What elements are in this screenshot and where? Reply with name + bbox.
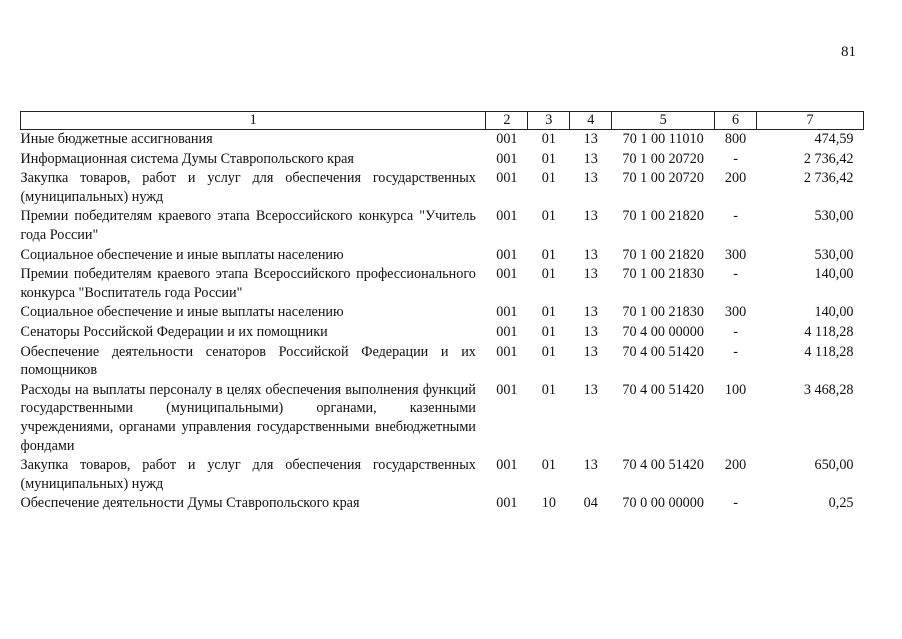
- table-row: [21, 381, 864, 456]
- cell-col-3: 10: [541, 495, 556, 512]
- cell-col-4: 13: [583, 266, 598, 283]
- cell-col-2: 001: [496, 150, 518, 167]
- table-row: [21, 169, 864, 207]
- row-name: Социальное обеспечение и иные выплаты населению: [20, 304, 344, 321]
- cell-col-2: 001: [496, 381, 518, 398]
- table-row: [21, 246, 864, 266]
- row-name: Закупка товаров, работ и услуг для обеспечения государственных (муниципальных) нужд: [20, 170, 476, 205]
- row-name: Социальное обеспечение и иные выплаты населению: [20, 246, 344, 263]
- cell-col-6: 800: [724, 131, 747, 147]
- cell-col-4: 13: [583, 246, 598, 263]
- header-col-2: 2: [486, 112, 528, 130]
- cell-col-7: 530,00: [814, 208, 854, 225]
- row-name: Закупка товаров, работ и услуг для обеспечения государственных (муниципальных) нужд: [20, 457, 476, 492]
- cell-col-6: -: [733, 495, 738, 512]
- table-row: [21, 303, 864, 323]
- table-row: [21, 265, 864, 303]
- cell-col-5: 70 1 00 20720: [622, 170, 704, 187]
- cell-col-2: 001: [496, 457, 518, 474]
- cell-col-3: 01: [541, 381, 556, 398]
- table-row: [21, 130, 864, 150]
- header-col-7: 7: [757, 112, 864, 130]
- cell-col-3: 01: [541, 246, 556, 263]
- cell-col-3: 01: [541, 304, 556, 321]
- cell-col-7: 3 468,28: [803, 381, 854, 398]
- header-col-1: 1: [21, 112, 486, 130]
- cell-col-5: 70 4 00 00000: [622, 323, 704, 340]
- header-col-6: 6: [715, 112, 757, 130]
- page-number: 81: [841, 44, 856, 60]
- cell-col-4: 13: [583, 457, 598, 474]
- table-row: [21, 494, 864, 514]
- row-name: Премии победителям краевого этапа Всероссийского конкурса "Учитель года России": [20, 208, 476, 243]
- cell-col-2: 001: [496, 246, 518, 263]
- cell-col-6: 100: [724, 381, 747, 398]
- cell-col-3: 01: [541, 457, 556, 474]
- row-name: Обеспечение деятельности Думы Ставропольского края: [20, 495, 360, 512]
- row-name: Информационная система Думы Ставропольского края: [20, 150, 354, 167]
- cell-col-7: 474,59: [814, 131, 854, 147]
- row-name: Иные бюджетные ассигнования: [20, 131, 213, 147]
- cell-col-6: -: [733, 343, 738, 360]
- cell-col-5: 70 0 00 00000: [622, 495, 704, 512]
- cell-col-2: 001: [496, 343, 518, 360]
- table-row: [21, 207, 864, 245]
- cell-col-2: 001: [496, 323, 518, 340]
- cell-col-6: -: [733, 208, 738, 225]
- cell-col-3: 01: [541, 170, 556, 187]
- cell-col-6: 200: [724, 457, 747, 474]
- cell-col-5: 70 1 00 21820: [622, 246, 704, 263]
- cell-col-4: 04: [583, 495, 598, 512]
- cell-col-7: 140,00: [814, 266, 854, 283]
- cell-col-3: 01: [541, 131, 556, 147]
- cell-col-5: 70 4 00 51420: [622, 381, 704, 398]
- cell-col-3: 01: [541, 150, 556, 167]
- table-row: [21, 343, 864, 381]
- cell-col-2: 001: [496, 208, 518, 225]
- cell-col-5: 70 1 00 21830: [622, 266, 704, 283]
- cell-col-3: 01: [541, 266, 556, 283]
- cell-col-2: 001: [496, 131, 518, 147]
- cell-col-6: -: [733, 150, 738, 167]
- cell-col-2: 001: [496, 170, 518, 187]
- cell-col-4: 13: [583, 343, 598, 360]
- cell-col-4: 13: [583, 170, 598, 187]
- cell-col-3: 01: [541, 343, 556, 360]
- header-col-3: 3: [528, 112, 570, 130]
- cell-col-6: -: [733, 323, 738, 340]
- cell-col-4: 13: [583, 323, 598, 340]
- table-row: [21, 150, 864, 170]
- cell-col-4: 13: [583, 381, 598, 398]
- cell-col-7: 0,25: [828, 495, 854, 512]
- budget-table: [20, 111, 864, 514]
- cell-col-7: 530,00: [814, 246, 854, 263]
- cell-col-4: 13: [583, 304, 598, 321]
- cell-col-7: 4 118,28: [804, 323, 854, 340]
- table-body: [21, 130, 864, 514]
- header-col-4: 4: [570, 112, 612, 130]
- cell-col-5: 70 1 00 21820: [622, 208, 704, 225]
- cell-col-4: 13: [583, 131, 598, 147]
- header-row: [21, 112, 864, 130]
- cell-col-3: 01: [541, 323, 556, 340]
- cell-col-7: 2 736,42: [803, 170, 854, 187]
- cell-col-5: 70 1 00 20720: [622, 150, 704, 167]
- cell-col-6: 300: [724, 246, 747, 263]
- row-name: Расходы на выплаты персоналу в целях обеспечения выполнения функций государственными (муниципальными) органами, казенными учреждениями, органами управления государственными внебюджетными фондами: [20, 381, 476, 454]
- table-row: [21, 323, 864, 343]
- cell-col-4: 13: [583, 208, 598, 225]
- row-name: Сенаторы Российской Федерации и их помощники: [20, 323, 328, 340]
- cell-col-6: 200: [724, 170, 747, 187]
- cell-col-3: 01: [541, 208, 556, 225]
- table-row: [21, 456, 864, 494]
- header-col-5: 5: [612, 112, 715, 130]
- cell-col-5: 70 1 00 21830: [622, 304, 704, 321]
- cell-col-7: 650,00: [814, 457, 854, 474]
- cell-col-5: 70 4 00 51420: [622, 457, 704, 474]
- cell-col-2: 001: [496, 304, 518, 321]
- row-name: Обеспечение деятельности сенаторов Российской Федерации и их помощников: [20, 343, 476, 379]
- cell-col-5: 70 1 00 11010: [622, 131, 704, 147]
- cell-col-7: 4 118,28: [804, 343, 854, 360]
- cell-col-6: 300: [724, 304, 747, 321]
- cell-col-5: 70 4 00 51420: [622, 343, 704, 360]
- cell-col-7: 2 736,42: [803, 150, 854, 167]
- cell-col-7: 140,00: [814, 304, 854, 321]
- row-name: Премии победителям краевого этапа Всероссийского профессионального конкурса "Воспитатель года России": [20, 266, 476, 301]
- cell-col-2: 001: [496, 266, 518, 283]
- cell-col-2: 001: [496, 495, 518, 512]
- cell-col-4: 13: [583, 150, 598, 167]
- cell-col-6: -: [733, 266, 738, 283]
